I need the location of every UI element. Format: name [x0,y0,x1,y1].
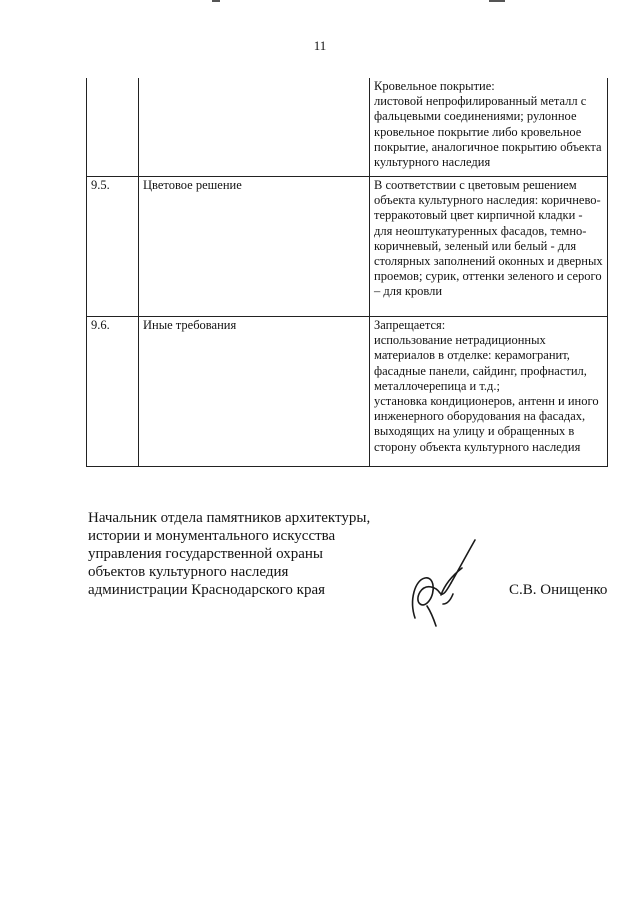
scan-mark-right [489,0,505,2]
page-number: 11 [313,38,327,53]
item-requirement: Кровельное покрытие: листовой непрофилированный металл с фальцевыми соединениями; рулонное кровельное покрытие либо кровельное покрытие, аналогичное покрытию объекта культурного наследия [370,78,608,177]
table-row [87,177,608,317]
item-requirement: В соответствии с цветовым решением объекта культурного наследия: коричнево-терракотовый цвет кирпичной кладки - для неоштукатуренных фасадов, темно-коричневый, зеленый или белый - для столярных заполнений оконных и дверных проемов; сурик, оттенки зеленого и серого – для кровли [370,177,608,317]
signer-position: Начальник отдела памятников архитектуры, истории и монументального искусства управления государственной охраны объектов культурного наследия администрации Краснодарского края [88,510,371,598]
signer-name: С.В. Онищенко [509,582,608,598]
table-row [87,78,608,177]
item-name [139,78,370,177]
scan-mark-left [212,0,220,2]
item-number: 9.5. [87,177,139,317]
item-name: Иные требования [139,317,370,467]
requirements-table [86,78,608,467]
item-number: 9.6. [87,317,139,467]
table-row [87,317,608,467]
item-name: Цветовое решение [139,177,370,317]
item-number [87,78,139,177]
handwritten-signature [405,538,483,628]
item-requirement: Запрещается: использование нетрадиционных материалов в отделке: керамогранит, фасадные панели, сайдинг, профнастил, металлочерепица и т.д.; установка кондиционеров, антенн и иного инженерного оборудования на фасадах, выходящих на улицу и обращенных в сторону объекта культурного наследия [370,317,608,467]
